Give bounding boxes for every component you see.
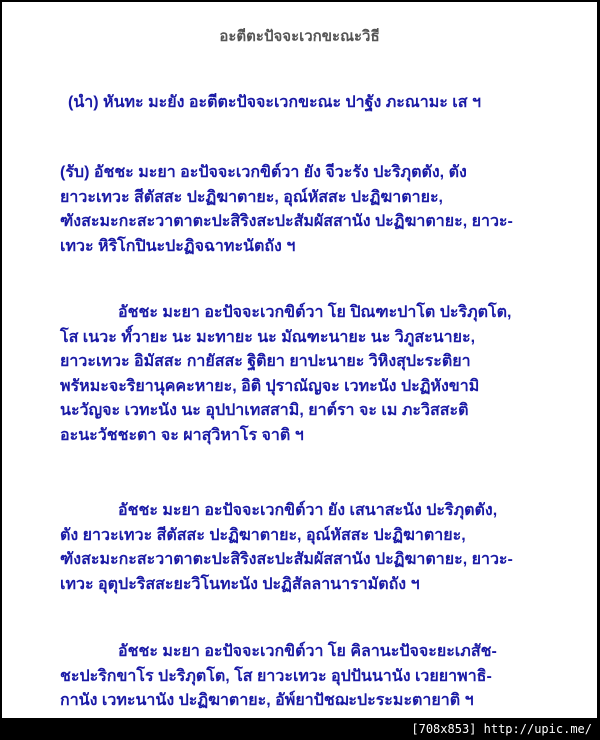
document-title: อะตีตะปัจจะเวกขะณะวิธี <box>219 28 380 45</box>
text-line: ยาวะเทวะ อิมัสสะ กายัสสะ ฐิติยา ยาปะนายะ วิหิงสุปะระติยา <box>60 353 471 370</box>
text-line: อัชชะ มะยา อะปัจจะเวกขิต์วา โย ปิณฑะปาโต ปะริภุตโต, <box>118 304 512 321</box>
text-line: อัชชะ มะยา อะปัจจะเวกขิต์วา ยัง เสนาสะนัง ปะริภุตตัง, <box>118 502 498 519</box>
text-line: ยาวะเทวะ สีตัสสะ ปะฏิฆาตายะ, อุณ์หัสสะ ปะฏิฆาตายะ, <box>60 188 443 206</box>
text-line: (นำ) หันทะ มะยัง อะตีตะปัจจะเวกขะณะ ปาฐัง ภะณามะ เส ฯ <box>68 94 481 111</box>
text-line: ฑังสะมะกะสะวาตาตะปะสิริงสะปะสัมผัสสานัง ปะฏิฆาตายะ, ยาวะ- <box>60 551 513 568</box>
text-line: อะนะวัชชะตา จะ ผาสุวิหาโร จาติ ฯ <box>60 426 304 444</box>
text-line: ชะปะริกขาโร ปะริภุตโต, โส ยาวะเทวะ อุปปันนานัง เวยยาพาธิ- <box>60 667 492 685</box>
document-page <box>2 2 597 718</box>
text-line: ตัง ยาวะเทวะ สีตัสสะ ปะฏิฆาตายะ, อุณ์หัสสะ ปะฏิฆาตายะ, <box>60 526 466 544</box>
text-line: พรัหมะจะริยานุคคะหายะ, อิติ ปุราณัญจะ เวทะนัง ปะฏิหังขามิ <box>60 377 480 395</box>
text-line: นะวัญจะ เวทะนัง นะ อุปปาเทสสามิ, ยาต์รา จะ เม ภะวิสสะติ <box>60 402 469 419</box>
paragraph-robe <box>60 161 580 259</box>
text-line: อัชชะ มะยา อะปัจจะเวกขิต์วา โย คิลานะปัจจะยะเภสัช- <box>118 643 497 660</box>
paragraph-alms-food <box>60 301 580 448</box>
text-line: เทวะ หิริโกปินะปะฏิจฉาทะนัตถัง ฯ <box>60 237 296 255</box>
text-line: เทวะ อุตุปะริสสะยะวิโนทะนัง ปะฏิสัลลานารามัตถัง ฯ <box>60 575 420 593</box>
text-line: ฑังสะมะกะสะวาตาตะปะสิริงสะปะสัมผัสสานัง ปะฏิฆาตายะ, ยาวะ- <box>60 213 513 230</box>
watermark-bar <box>0 718 600 740</box>
paragraph-lead <box>68 91 588 116</box>
text-line: โส เนวะ ทั์วายะ นะ มะทายะ นะ มัณฑะนายะ นะ วิภูสะนายะ, <box>60 328 476 346</box>
text-line: (รับ) อัชชะ มะยา อะปัจจะเวกขิต์วา ยัง จีวะรัง ปะริภุตตัง, ตัง <box>60 164 467 181</box>
paragraph-medicine <box>60 640 580 714</box>
paragraph-lodging <box>60 499 580 597</box>
text-line: กานัง เวทะนานัง ปะฏิฆาตายะ, อัพ์ยาปัชฌะปะระมะตายาติ ฯ <box>60 692 474 709</box>
watermark-text: [708x853] http://upic.me/ <box>411 722 592 736</box>
